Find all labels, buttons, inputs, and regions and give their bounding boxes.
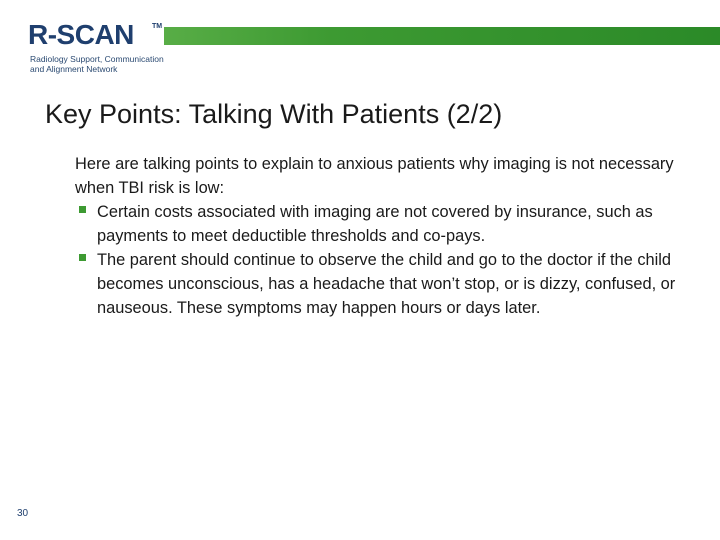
bullet-item	[75, 200, 685, 248]
bullet-list	[75, 200, 685, 320]
logo-tagline	[30, 54, 180, 74]
bullet-item	[75, 248, 685, 320]
slide-title: Key Points: Talking With Patients (2/2)	[45, 99, 503, 129]
r-scan-logo	[28, 20, 168, 90]
bullet-text: Certain costs associated with imaging are not covered by insurance, such as payments to meet deductible thresholds and co-pays.	[97, 203, 653, 245]
square-bullet-icon	[79, 254, 86, 261]
header-accent-bar	[164, 27, 720, 45]
logo-wordmark: R-SCAN	[28, 19, 134, 50]
bullet-text: The parent should continue to observe the child and go to the doctor if the child becomes unconscious, has a headache that won’t stop, or is dizzy, confused, or nauseous. These symptoms may happen hours or days later.	[97, 251, 676, 317]
logo-tagline-line: and Alignment Network	[30, 64, 118, 74]
slide-content	[75, 152, 685, 320]
logo-tagline-line: Radiology Support, Communication	[30, 54, 164, 64]
intro-text: Here are talking points to explain to anxious patients why imaging is not necessary when TBI risk is low:	[75, 155, 674, 197]
page-number: 30	[17, 508, 29, 519]
square-bullet-icon	[79, 206, 86, 213]
logo-trademark: TM	[152, 23, 163, 30]
